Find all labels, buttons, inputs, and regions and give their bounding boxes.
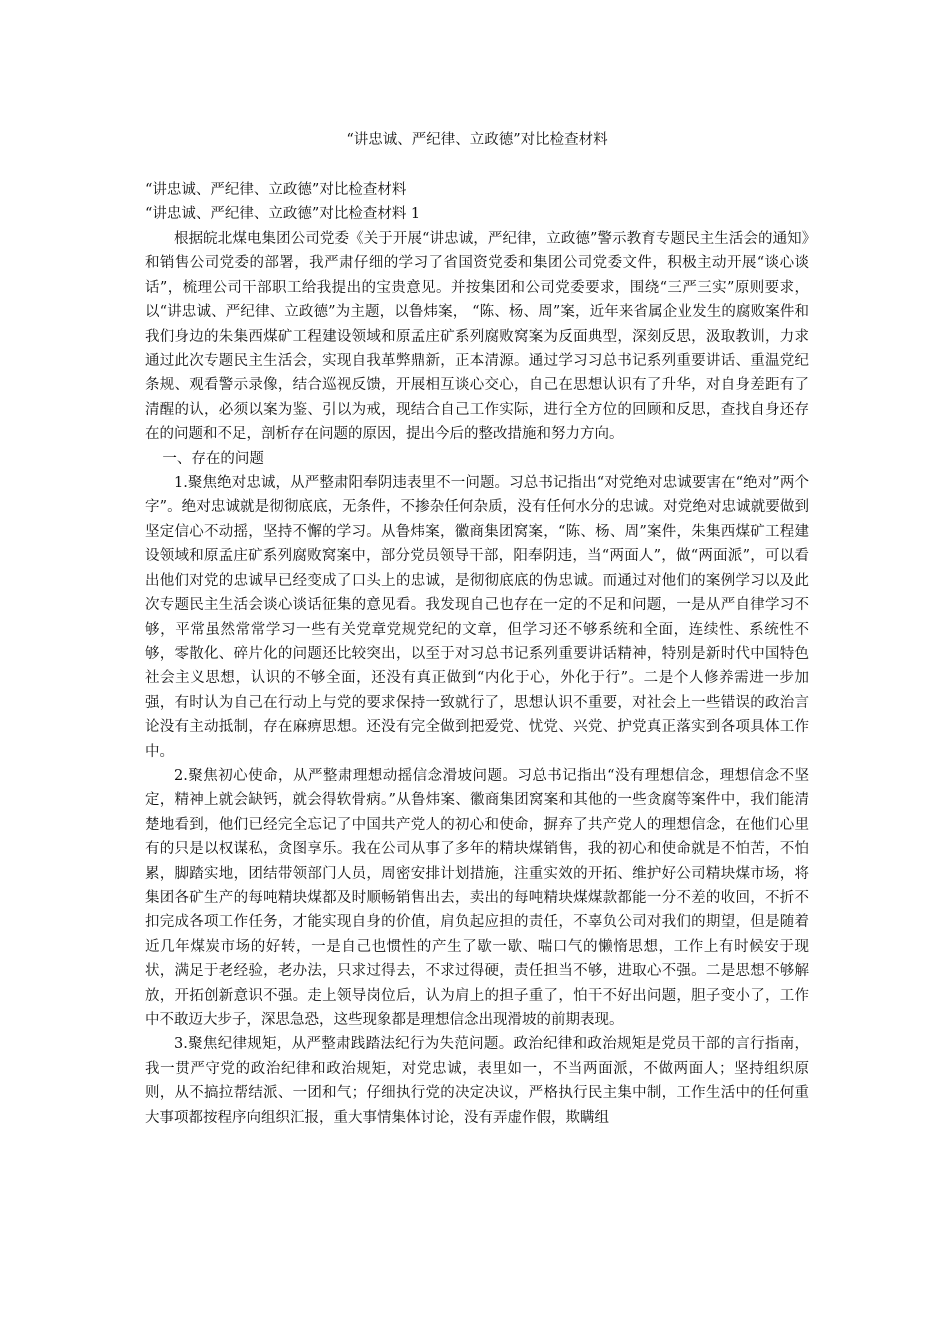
body-paragraph-mission: 2.聚焦初心使命，从严整肃理想动摇信念滑坡问题。习总书记指出“没有理想信念，理想信念不坚定，精神上就会缺钙，就会得软骨病。”从鲁炜案、徽商集团窝案和其他的一些贪腐等案件中，我们能清楚地看到，他们已经完全忘记了中国共产党人的初心和使命，摒弃了共产党人的理想信念，在他们心里有的只是以权谋私，贪图享乐。我在公司从事了多年的精块煤销售，我的初心和使命就是不怕苦，不怕累，脚踏实地，团结带领部门人员，周密安排计划措施，注重实效的开拓、维护好公司精块煤市场，将集团各矿生产的每吨精块煤都及时顺畅销售出去，卖出的每吨精块煤煤款都能一分不差的收回，不折不扣完成各项工作任务，才能实现自身的价值，肩负起应担的责任，不辜负公司对我们的期望，但是随着近几年煤炭市场的好转，一是自己也惯性的产生了歇一歇、喘口气的懒惰思想，工作上有时候安于现状，满足于老经验，老办法，只求过得去，不求过得硬，责任担当不够，进取心不强。二是思想不够解放，开拓创新意识不强。走上领导岗位后，认为肩上的担子重了，怕干不好出问题，胆子变小了，工作中不敢迈大步子，深思急恐，这些现象都是理想信念出现滑坡的前期表现。 — [145, 767, 809, 1028]
document-title: “讲忠诚、严纪律、立政德”对比检查材料 — [346, 132, 608, 148]
intro-paragraph: 根据皖北煤电集团公司党委《关于开展“讲忠诚，严纪律，立政德”警示教育专题民主生活会的通知》和销售公司党委的部署，我严肃仔细的学习了省国资党委和集团公司党委文件，积极主动开展“谈心谈话”，梳理公司干部职工给我提出的宝贵意见。并按集团和公司党委要求，围绕“三严三实”原则要求，以“讲忠诚、严纪律、立政德”为主题，以鲁炜案， “陈、杨、周”案，近年来省属企业发生的腐败案件和我们身边的朱集西煤矿工程建设领域和原孟庄矿系列腐败窝案为反面典型，深刻反思，汲取教训，力求通过此次专题民主生活会，实现自我革弊鼎新，正本清源。通过学习习总书记系列重要讲话、重温党纪条规、观看警示录像，结合巡视反馈，开展相互谈心交心，自己在思想认识有了升华，对自身差距有了清醒的认，必须以案为鉴、引以为戒，现结合自己工作实际，进行全方位的回顾和反思，查找自身还存在的问题和不足，剖析存在问题的原因，提出今后的整改措施和努力方向。 — [145, 231, 809, 443]
section-heading: 一、存在的问题 — [162, 450, 264, 467]
subtitle-block — [145, 178, 809, 226]
document-page — [145, 0, 809, 1344]
document-body — [145, 227, 809, 1130]
subtitle-line: “讲忠诚、严纪律、立政德”对比检查材料 — [145, 182, 407, 198]
body-paragraph-loyalty: 1.聚焦绝对忠诚，从严整肃阳奉阴违表里不一问题。习总书记指出“对党绝对忠诚要害在“绝对”两个字”。绝对忠诚就是彻彻底底，无条件，不掺杂任何杂质，没有任何水分的忠诚。对党绝对忠诚就要做到坚定信心不动摇，坚持不懈的学习。从鲁炜案，徽商集团窝案，“陈、杨、周”案件，朱集西煤矿工程建设领域和原孟庄矿系列腐败窝案中，部分党员领导干部，阳奉阴违，当“两面人”，做“两面派”，可以看出他们对党的忠诚早已经变成了口头上的忠诚，是彻彻底底的伪忠诚。而通过对他们的案例学习以及此次专题民主生活会谈心谈话征集的意见看。我发现自己也存在一定的不足和问题，一是从严自律学习不够，平常虽然常常学习一些有关党章党规党纪的文章，但学习还不够系统和全面，连续性、系统性不够，零散化、碎片化的问题还比较突出，以至于对习总书记系列重要讲话精神，特别是新时代中国特色社会主义思想，认识的不够全面，还没有真正做到“内化于心，外化于行”。二是个人修养需进一步加强，有时认为自己在行动上与党的要求保持一致就行了，思想认识不重要，对社会上一些错误的政治言论没有主动抵制，存在麻痹思想。还没有完全做到把爱党、忧党、兴党、护党真正落实到各项具体工作中。 — [145, 475, 809, 760]
subtitle-line-numbered: “讲忠诚、严纪律、立政德”对比检查材料 1 — [145, 206, 421, 222]
body-paragraph-discipline: 3.聚焦纪律规矩，从严整肃践踏法纪行为失范问题。政治纪律和政治规矩是党员干部的言行指南，我一贯严守党的政治纪律和政治规矩，对党忠诚，表里如一，不当两面派，不做两面人；坚持组织原则，从不搞拉帮结派、一团和气；仔细执行党的决定决议，严格执行民主集中制，工作生活中的任何重大事项都按程序向组织汇报，重大事情集体讨论，没有弄虚作假，欺瞒组 — [145, 1036, 809, 1126]
